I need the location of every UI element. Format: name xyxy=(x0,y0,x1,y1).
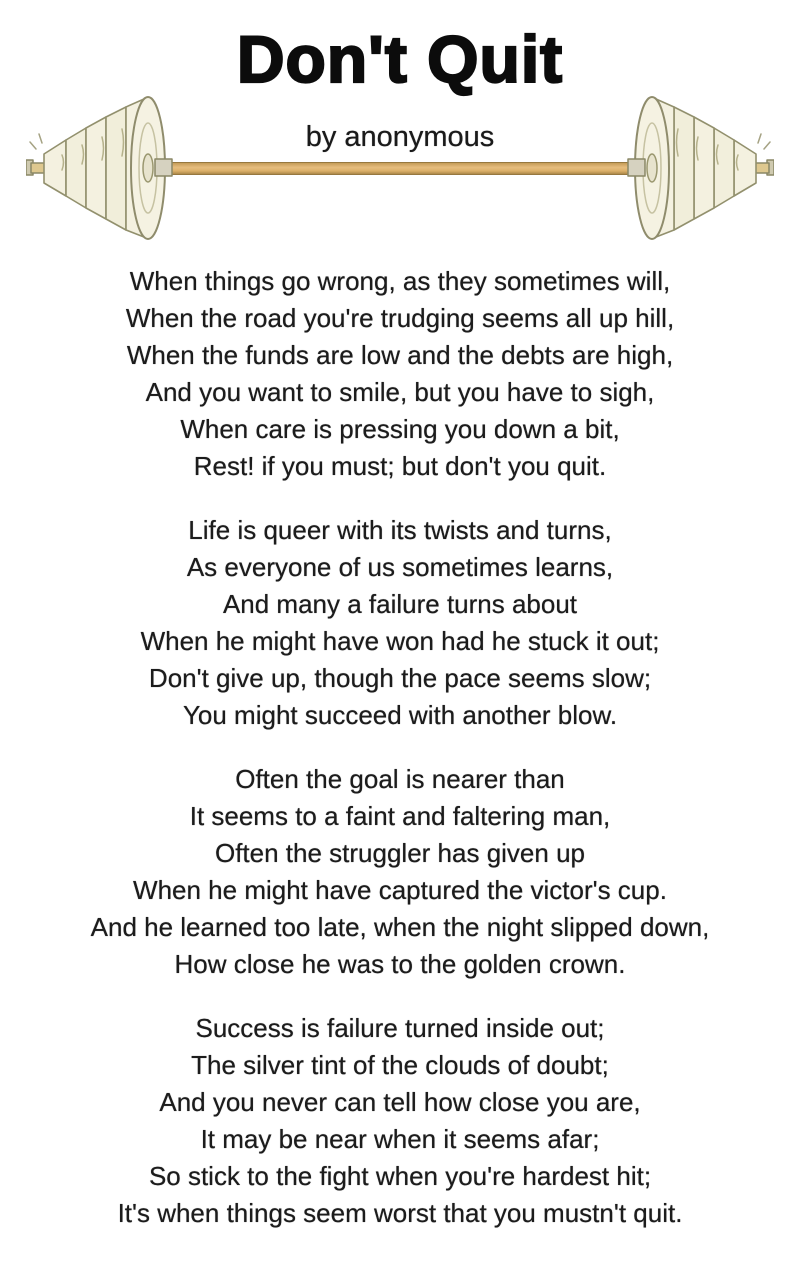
header xyxy=(0,0,800,263)
poem-line: Success is failure turned inside out; xyxy=(195,1013,605,1043)
poem-line: Don't give up, though the pace seems slow; xyxy=(148,663,652,693)
barbell-bar-icon xyxy=(152,162,648,175)
stanza-2 xyxy=(0,512,800,734)
poem-line: And he learned too late, when the night slipped down, xyxy=(90,912,710,942)
poem-line: Rest! if you must; but don't you quit. xyxy=(193,451,607,481)
stanza-1 xyxy=(0,263,800,485)
poem-line: It's when things seem worst that you mustn't quit. xyxy=(117,1198,683,1228)
poem-line: And you want to smile, but you have to sigh, xyxy=(145,377,655,407)
poem-line: You might succeed with another blow. xyxy=(182,700,618,730)
poem-line: When care is pressing you down a bit, xyxy=(180,414,620,444)
poem-line: So stick to the fight when you're hardest hit; xyxy=(148,1161,652,1191)
poem-line: When the funds are low and the debts are high, xyxy=(126,340,674,370)
poem-title: Don't Quit xyxy=(236,22,564,96)
poem-line: When the road you're trudging seems all up hill, xyxy=(125,303,675,333)
stanza-3 xyxy=(0,761,800,983)
poem-line: How close he was to the golden crown. xyxy=(174,949,626,979)
poem-body xyxy=(0,263,800,1232)
poem-line: The silver tint of the clouds of doubt; xyxy=(191,1050,609,1080)
poem-line: As everyone of us sometimes learns, xyxy=(186,552,614,582)
poem-line: And you never can tell how close you are, xyxy=(159,1087,641,1117)
poem-byline: by anonymous xyxy=(305,121,495,153)
poem-line: When he might have captured the victor's cup. xyxy=(133,875,667,905)
poem-line: When he might have won had he stuck it out; xyxy=(140,626,660,656)
barbell-right-weight-icon xyxy=(624,93,774,243)
poem-line: Often the goal is nearer than xyxy=(235,764,565,794)
barbell-left-weight-icon xyxy=(26,93,176,243)
poem-line: Life is queer with its twists and turns, xyxy=(188,515,612,545)
poem-line: Often the struggler has given up xyxy=(214,838,585,868)
poem-line: And many a failure turns about xyxy=(222,589,578,619)
stanza-4 xyxy=(0,1010,800,1232)
poem-line: It seems to a faint and faltering man, xyxy=(189,801,611,831)
poem-line: When things go wrong, as they sometimes will, xyxy=(129,266,671,296)
poem-line: It may be near when it seems afar; xyxy=(200,1124,600,1154)
